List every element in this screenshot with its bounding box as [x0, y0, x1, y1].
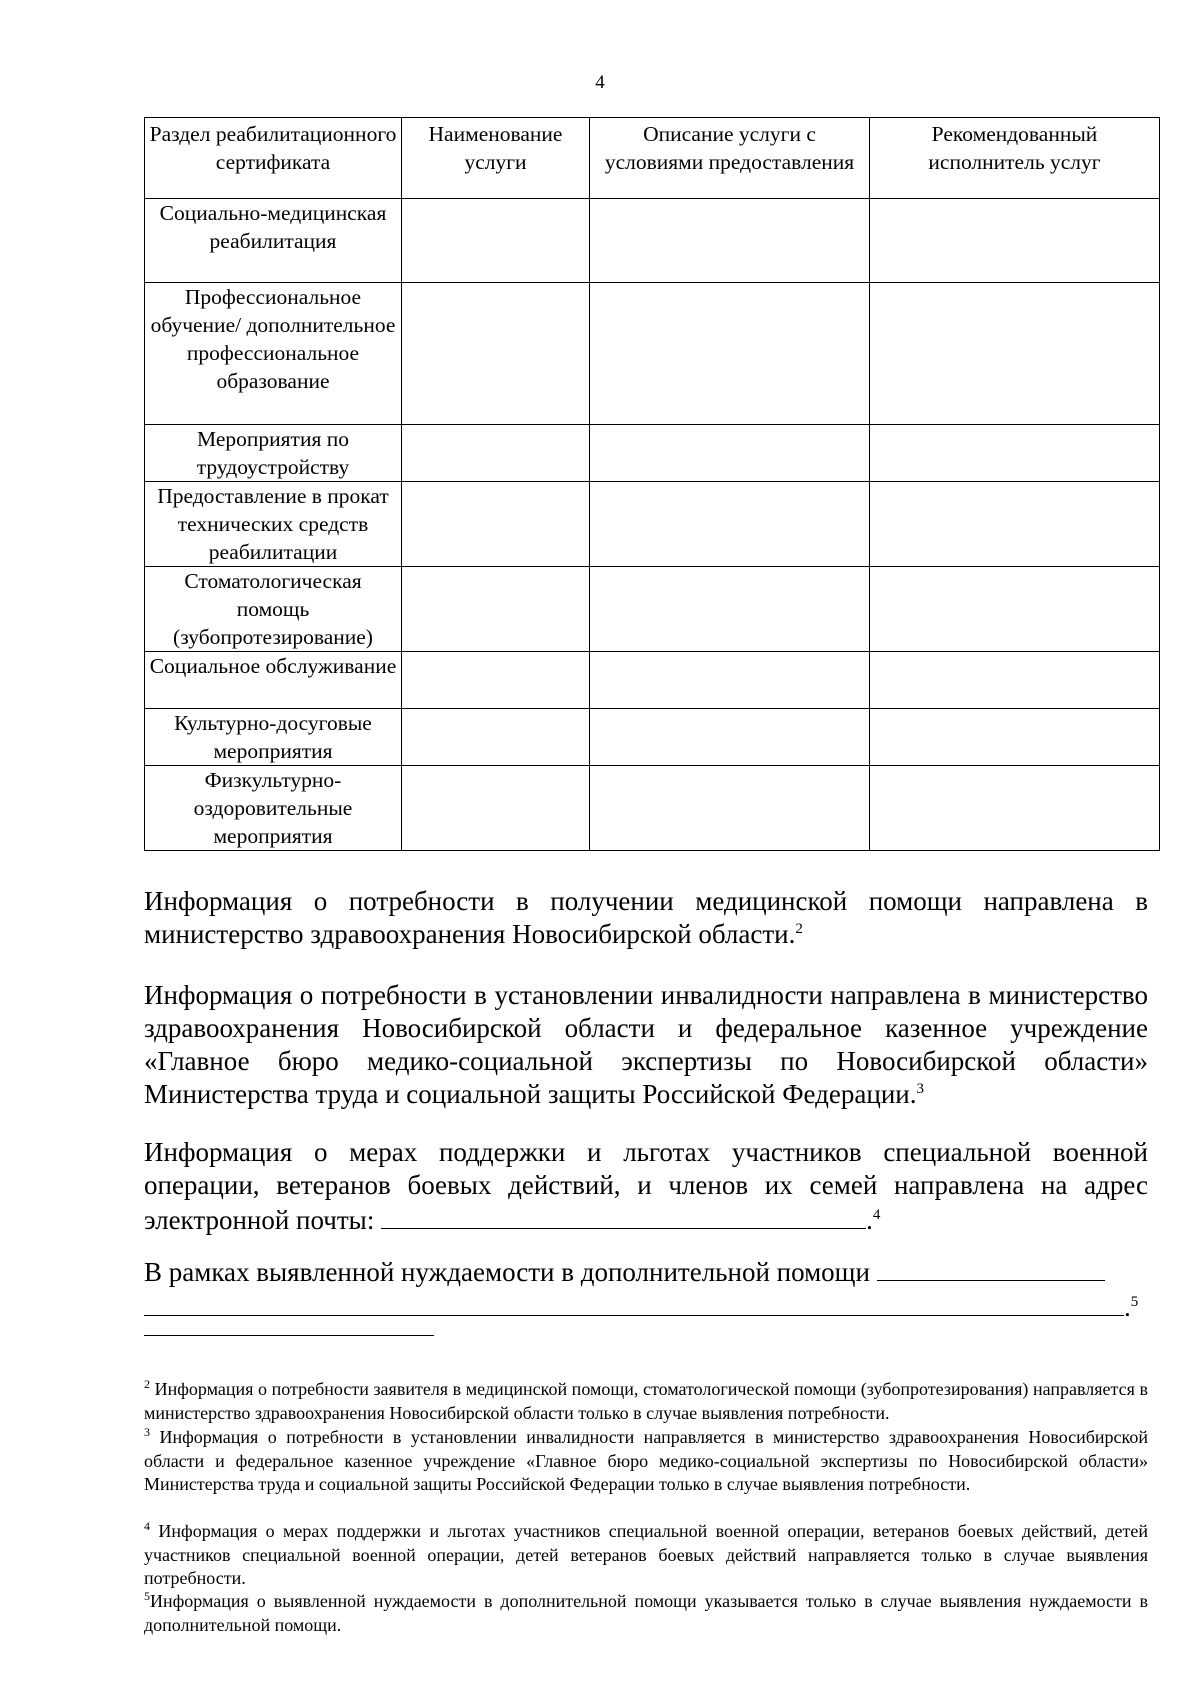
footnote-number: 5	[144, 1589, 150, 1603]
row-section-label: Стоматологическая помощь (зубопротезирование)	[145, 567, 402, 652]
service-name-cell[interactable]	[402, 283, 590, 425]
footnote-ref: 4	[872, 1207, 881, 1223]
table-row	[145, 709, 1160, 766]
service-name-cell[interactable]	[402, 199, 590, 283]
footnote-text: Информация о мерах поддержки и льготах участников специальной военной операции, ветеранов боевых действий, детей участников специальной военной операции, детей ветеранов боевых действий направляется только в случае выявления потребности.	[144, 1521, 1148, 1588]
recommended-provider-cell[interactable]	[870, 709, 1160, 766]
row-section-label: Физкультурно-оздоровительные мероприятия	[145, 766, 402, 851]
service-description-cell[interactable]	[590, 766, 870, 851]
table-row	[145, 766, 1160, 851]
medical-assistance-paragraph	[144, 885, 1148, 951]
row-section-label: Культурно-досуговые мероприятия	[145, 709, 402, 766]
footnote	[144, 1378, 1148, 1425]
service-description-cell[interactable]	[590, 425, 870, 482]
header-service-name: Наименование услуги	[402, 118, 590, 199]
service-description-cell[interactable]	[590, 283, 870, 425]
page-number: 4	[595, 72, 605, 93]
disability-paragraph	[144, 979, 1148, 1111]
footnote-number: 3	[144, 1425, 150, 1439]
recommended-provider-cell[interactable]	[870, 482, 1160, 567]
recommended-provider-cell[interactable]	[870, 766, 1160, 851]
additional-help-blank-line[interactable]	[144, 1289, 1124, 1316]
service-description-cell[interactable]	[590, 567, 870, 652]
service-description-cell[interactable]	[590, 482, 870, 567]
recommended-provider-cell[interactable]	[870, 199, 1160, 283]
service-description-cell[interactable]	[590, 709, 870, 766]
recommended-provider-cell[interactable]	[870, 652, 1160, 709]
footnote-number: 2	[144, 1377, 150, 1391]
footnote-separator	[144, 1335, 434, 1336]
paragraph-text: Информация о потребности в получении медицинской помощи направлена в министерство здравоохранения Новосибирской области.	[144, 886, 1148, 949]
footnote	[144, 1426, 1148, 1497]
row-section-label: Предоставление в прокат технических средств реабилитации	[145, 482, 402, 567]
service-description-cell[interactable]	[590, 199, 870, 283]
row-section-label: Социально-медицинская реабилитация	[145, 199, 402, 283]
table-row	[145, 425, 1160, 482]
paragraph-text: Информация о мерах поддержки и льготах участников специальной военной операции, ветеранов боевых действий, и членов их семей направлена на адрес электронной почты:	[144, 1137, 1148, 1235]
footnote-ref: 5	[1130, 1294, 1139, 1310]
header-section: Раздел реабилитационного сертификата	[145, 118, 402, 199]
recommended-provider-cell[interactable]	[870, 283, 1160, 425]
service-description-cell[interactable]	[590, 652, 870, 709]
additional-help-paragraph: В рамках выявленной нуждаемости в дополнительной помощи .$^5$	[144, 1254, 1148, 1324]
service-name-cell[interactable]	[402, 482, 590, 567]
footnote	[144, 1590, 1148, 1637]
header-service-description: Описание услуги с условиями предоставления	[590, 118, 870, 199]
footnote-text: Информация о потребности в установлении инвалидности направляется в министерство здравоохранения Новосибирской области и федеральное казенное учреждение «Главное бюро медико-социальной экспертизы по Новосибирской области» Министерства труда и социальной защиты Российской Федерации только в случае выявления потребности.	[144, 1427, 1149, 1494]
footnote-ref: 3	[916, 1081, 924, 1097]
header-recommended-provider: Рекомендованный исполнитель услуг	[870, 118, 1160, 199]
paragraph-text: Информация о потребности в установлении инвалидности направлена в министерство здравоохранения Новосибирской области и федеральное казенное учреждение «Главное бюро медико-социальной экспертизы по Новосибирской области» Министерства труда и социальной защиты Российской Федерации.	[144, 980, 1148, 1109]
service-name-cell[interactable]	[402, 567, 590, 652]
service-name-cell[interactable]	[402, 425, 590, 482]
row-section-label: Профессиональное обучение/ дополнительное профессиональное образование	[145, 283, 402, 425]
recommended-provider-cell[interactable]	[870, 567, 1160, 652]
table-row	[145, 482, 1160, 567]
service-name-cell[interactable]	[402, 709, 590, 766]
row-section-label: Социальное обслуживание	[145, 652, 402, 709]
support-measures-paragraph: Информация о мерах поддержки и льготах участников специальной военной операции, ветеранов боевых действий, и членов их семей направлена на адрес электронной почты: .$^4$	[144, 1137, 1148, 1235]
footnote	[144, 1520, 1148, 1591]
recommended-provider-cell[interactable]	[870, 425, 1160, 482]
service-name-cell[interactable]	[402, 652, 590, 709]
footnote-ref: 2	[795, 921, 803, 937]
table-row	[145, 567, 1160, 652]
table-row	[145, 652, 1160, 709]
footnote-text: Информация о выявленной нуждаемости в дополнительной помощи указывается только в случае выявления нуждаемости в дополнительной помощи.	[144, 1591, 1148, 1635]
footnote-number: 4	[144, 1519, 150, 1533]
row-section-label: Мероприятия по трудоустройству	[145, 425, 402, 482]
service-name-cell[interactable]	[402, 766, 590, 851]
additional-help-blank-field[interactable]	[877, 1254, 1105, 1281]
email-blank-field[interactable]	[381, 1202, 866, 1229]
paragraph-text: В рамках выявленной нуждаемости в дополнительной помощи	[144, 1257, 870, 1287]
rehabilitation-certificate-table	[144, 117, 1160, 851]
table-row	[145, 283, 1160, 425]
footnote-text: Информация о потребности заявителя в медицинской помощи, стоматологической помощи (зубопротезирования) направляется в министерство здравоохранения Новосибирской области только в случае выявления потребности.	[144, 1379, 1148, 1423]
table-row	[145, 199, 1160, 283]
